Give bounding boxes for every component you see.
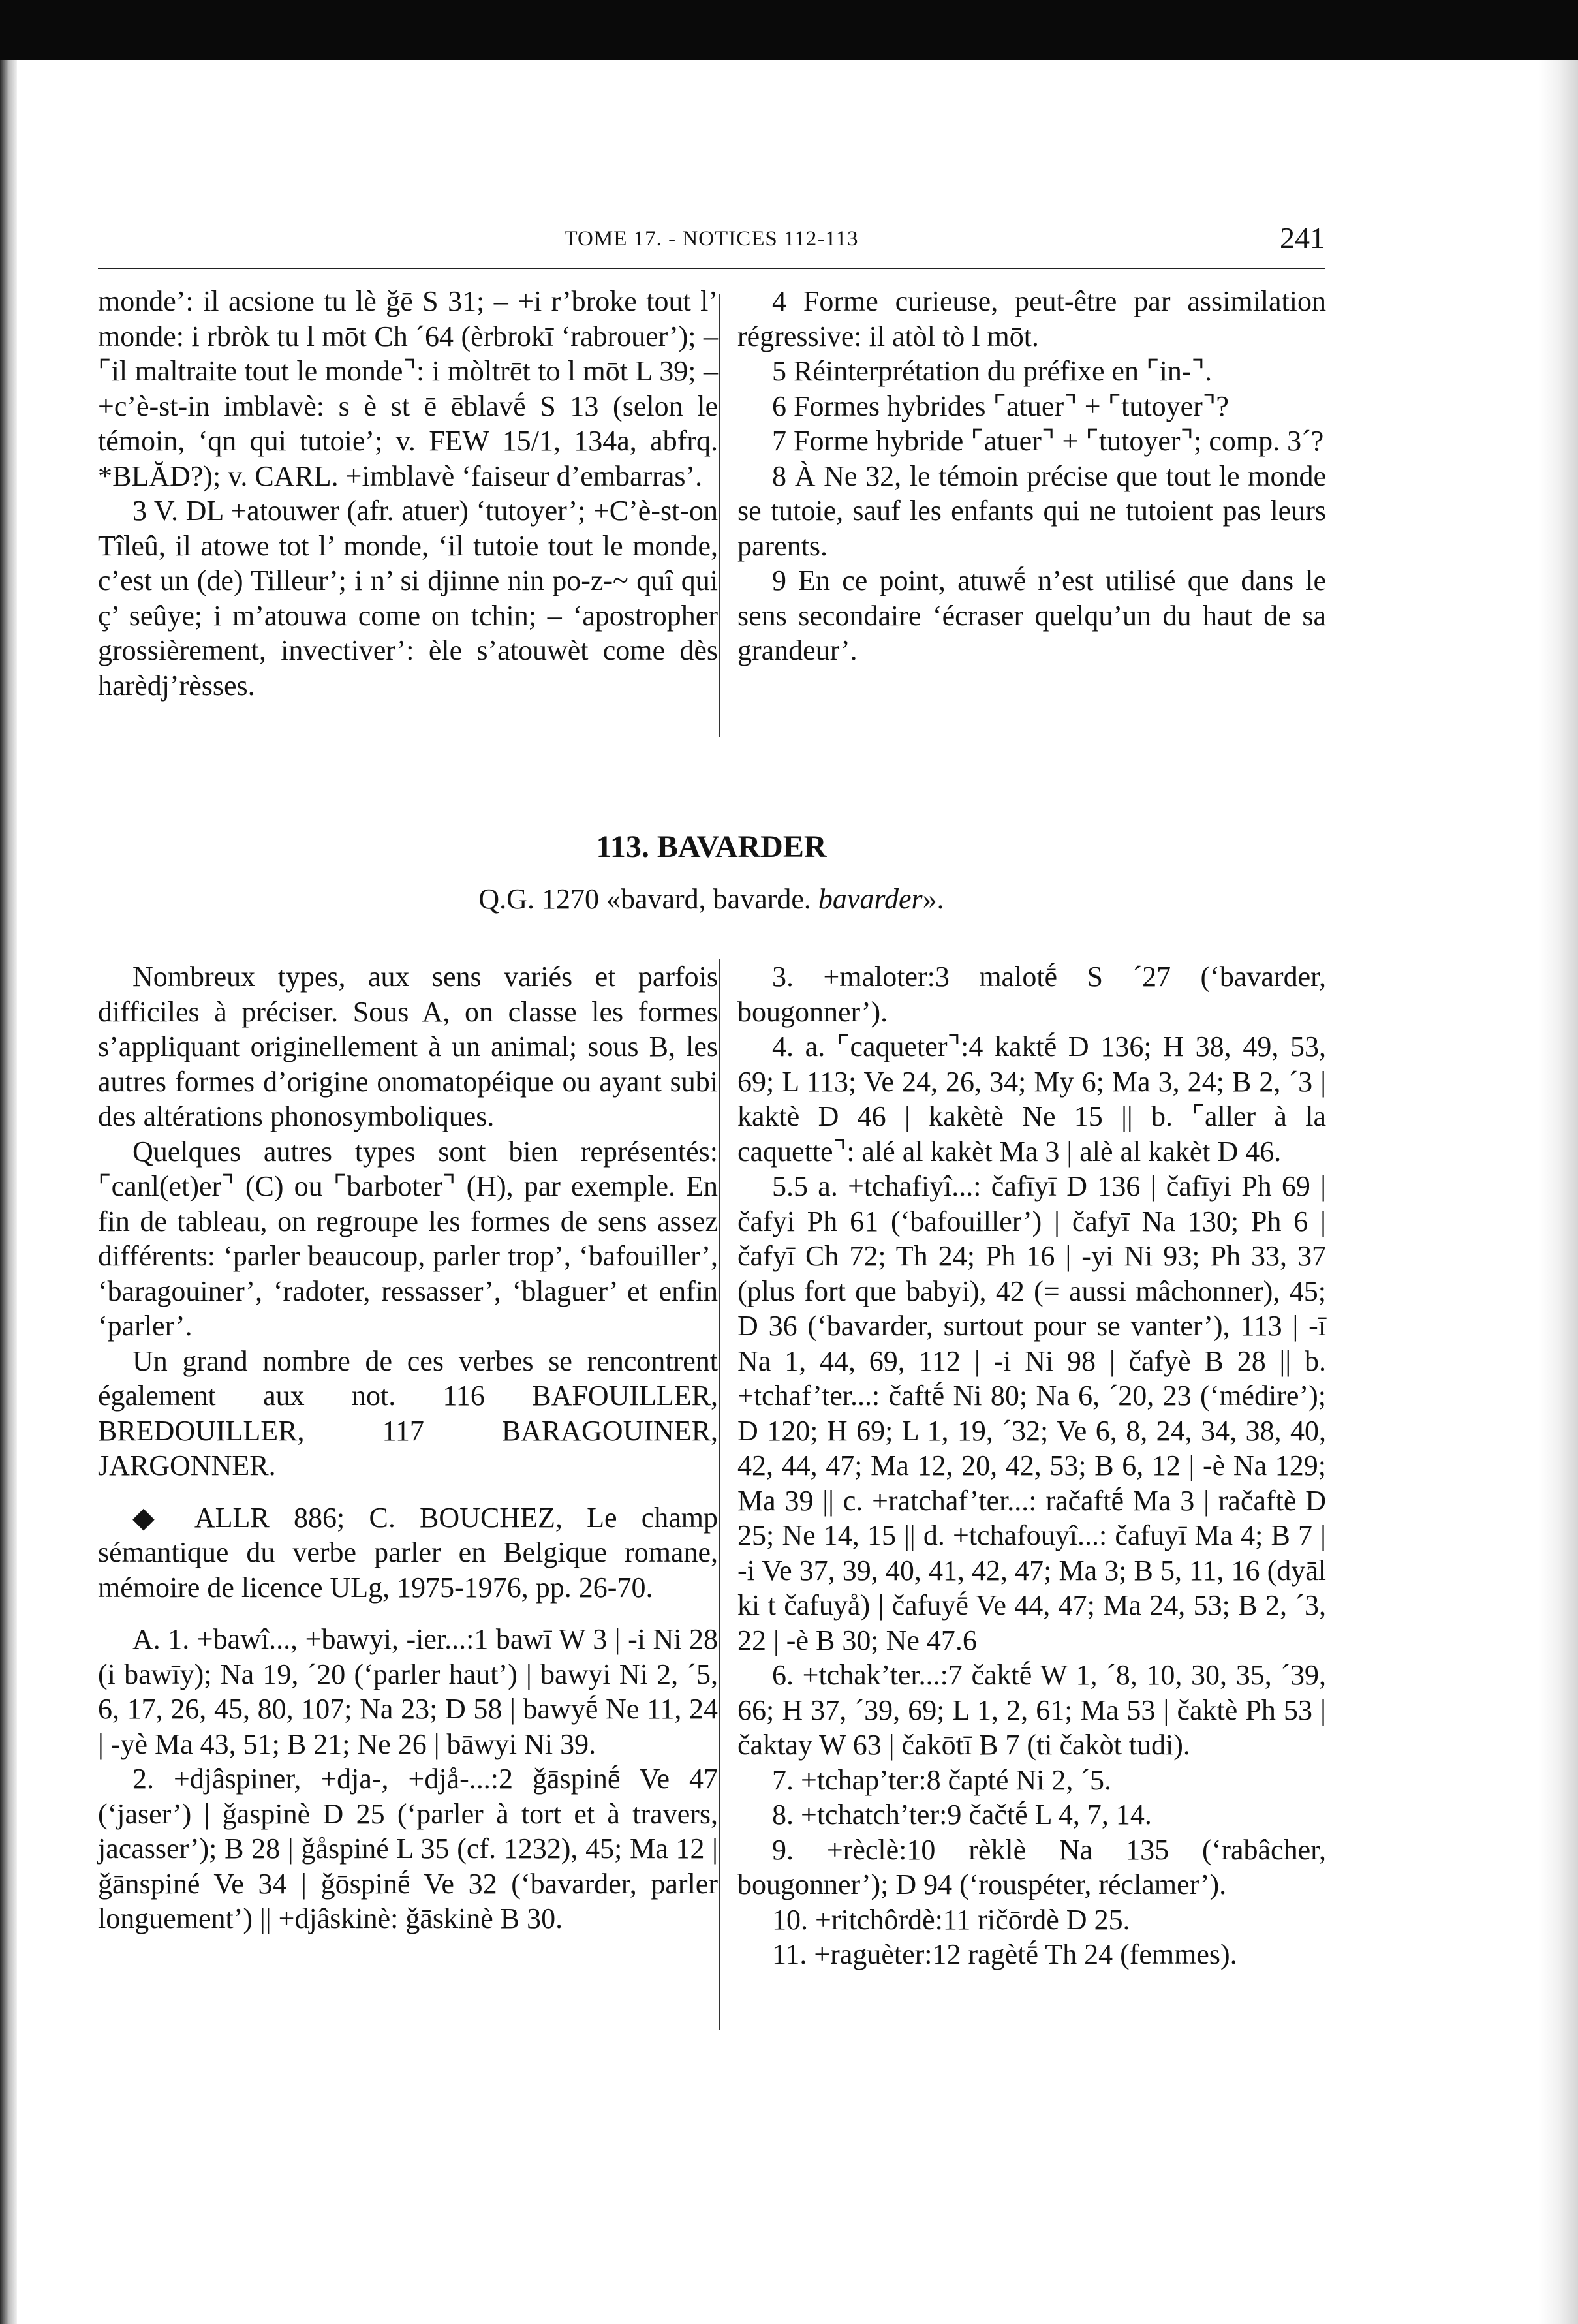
entry-3: 3. +maloter:3 malotḗ S ´27 (‘bavarder, bougonner’). bbox=[737, 961, 1326, 1028]
note-9: 9 En ce point, atuwḗ n’est utilisé que dans le sens secondaire ‘écraser quelqu’un du haut de sa grandeur’. bbox=[737, 565, 1326, 666]
header-rule bbox=[98, 268, 1325, 269]
top-notes-left bbox=[98, 284, 718, 703]
entry-9: 9. +rèclè:10 rèklè Na 135 (‘rabâcher, bougonner’); D 94 (‘rouspéter, réclamer’). bbox=[737, 1833, 1326, 1900]
entry-10: 10. +ritchôrdè:11 ričōrdè D 25. bbox=[772, 1903, 1130, 1936]
section-title: 113. BAVARDER bbox=[596, 829, 827, 864]
section-subtitle bbox=[98, 882, 1325, 916]
entry-a2: 2. +djâspiner, +dja-, +djå-...:2 ǧāspinḗ Ve 47 (‘jaser’) | ǧaspinè D 25 (‘parler à tort et à travers, jacasser’); B 28 | ǧåspiné L 35 (cf. 1232), 45; Ma 12 | ǧānspiné Ve 34 | ǧōspinḗ Ve 32 (‘bavarder, parler longuement’) || +djâskinè: ǧāskinè B 30. bbox=[98, 1763, 718, 1934]
column-divider-top bbox=[719, 294, 720, 737]
note-3: 3 V. DL +atouwer (afr. atuer) ‘tutoyer’; +C’è-st-on Tîleû, il atowe tot l’ monde, ‘il tutoie tout le monde, c’est un (de) Tilleur’; i n’ si djinne nin po-z-~ quî qui ç’ seûye; i m’atouwa come on tchin; – ‘apostropher grossièrement, invectiver’: èle s’atouwèt come dès harèdj’rèsses. bbox=[98, 495, 718, 702]
bibliography-paragraph: ◆ ALLR 886; C. BOUCHEZ, Le champ sémantique du verbe parler en Belgique romane, mémoire de licence ULg, 1975-1976, pp. 26-70. bbox=[98, 1501, 718, 1604]
entry-6: 6. +tchak’ter...:7 čaktḗ W 1, ´8, 10, 30, 35, ´39, 66; H 37, ´39, 69; L 1, 2, 61; Ma 53 | čaktè Ph 53 | čaktay W 63 | čakōtī B 7 (ti čakòt tudi). bbox=[737, 1659, 1326, 1761]
crossref-paragraph: Un grand nombre de ces verbes se rencontrent également aux not. 116 BAFOUILLER, BREDOUILLER, 117 BARAGOUINER, JARGONNER. bbox=[98, 1344, 718, 1481]
subtitle-prefix: Q.G. 1270 «bavard, bavarde. bbox=[478, 883, 818, 915]
top-notes-right bbox=[737, 284, 1326, 668]
page-number: 241 bbox=[1280, 221, 1325, 255]
note-4: 4 Forme curieuse, peut-être par assimilation régressive: il atòl tò l mōt. bbox=[737, 285, 1326, 352]
running-title: TOME 17. - NOTICES 112-113 bbox=[564, 227, 859, 251]
note-7: 7 Forme hybride ⌜atuer⌝ + ⌜tutoyer⌝; comp. 3´? bbox=[772, 425, 1324, 457]
entry-4: 4. a. ⌜caqueter⌝:4 kaktḗ D 136; H 38, 49, 53, 69; L 113; Ve 24, 26, 34; My 6; Ma 3, 24; B 2, ´3 | kaktè D 46 | kakètè Ne 15 || b. ⌜aller à la caquette⌝: alé al kakèt Ma 3 | alè al kakèt D 46. bbox=[737, 1030, 1326, 1168]
entry-a1: A. 1. +bawî..., +bawyi, -ier...:1 bawī W 3 | -i Ni 28 (i bawīy); Na 19, ´20 (‘parler haut’) | bawyi Ni 2, ´5, 6, 17, 26, 45, 80, 107; Na 23; D 58 | bawyḗ Ne 11, 24 | -yè Ma 43, 51; B 21; Ne 26 | bāwyi Ni 39. bbox=[98, 1623, 718, 1760]
intro-paragraph: Nombreux types, aux sens variés et parfois difficiles à préciser. Sous A, on classe les formes s’appliquant originellement à un animal; sous B, les autres formes d’origine onomatopéique ou ayant subi des altérations phonosymboliques. bbox=[98, 961, 718, 1132]
note-8: 8 À Ne 32, le témoin précise que tout le monde se tutoie, sauf les enfants qui ne tutoient pas leurs parents. bbox=[737, 459, 1326, 562]
entry-5: 5.5 a. +tchafiyî...: čafīyī D 136 | čafīyi Ph 69 | čafyi Ph 61 (‘bafouiller’) | čafyī Na 130; Ph 6 | čafyī Ch 72; Th 24; Ph 16 | -yi Ni 93; Ph 33, 37 (plus fort que babyi), 42 (= aussi mâchonner), 45; D 36 (‘bavarder, surtout pour se vanter’), 113 | -ī Na 1, 44, 69, 112 | -i Ni 98 | čafyè B 28 || b. +tchaf’ter...: čaftḗ Ni 80; Na 6, ´20, 23 (‘médire’); D 120; H 69; L 1, 19, ´32; Ve 6, 8, 24, 34, 38, 40, 42, 44, 47; Ma 12, 20, 42, 53; B 6, 12 | -è Na 129; Ma 39 || c. +ratchaf’ter...: račaftḗ Ma 3 | račaftè D 25; Ne 14, 15 || d. +tchafouyî...: čafuyī Ma 4; B 7 | -i Ve 37, 39, 40, 41, 42, 47; Ma 3; B 5, 11, 16 (dyāl ki t čafuyå) | čafuyḗ Ve 44, 47; Ma 24, 53; B 2, ´3, 22 | -è B 30; Ne 47.6 bbox=[737, 1170, 1326, 1656]
entry-7: 7. +tchap’ter:8 čapté Ni 2, ´5. bbox=[772, 1763, 1112, 1796]
entry-11: 11. +raguèter:12 ragètḗ Th 24 (femmes). bbox=[772, 1938, 1237, 1970]
types-paragraph: Quelques autres types sont bien représentés: ⌜canl(et)er⌝ (C) ou ⌜barboter⌝ (H), par exemple. En fin de tableau, on regroupe les formes de sens assez différents: ‘parler beaucoup, parler trop’, ‘bafouiller’, ‘baragouiner’, ‘radoter, ressasser’, ‘blaguer’ et enfin ‘parler’. bbox=[98, 1135, 718, 1342]
note-6: 6 Formes hybrides ⌜atuer⌝ + ⌜tutoyer⌝? bbox=[772, 390, 1229, 422]
main-column-right bbox=[737, 959, 1326, 1972]
column-divider-main bbox=[719, 959, 720, 2030]
main-column-left bbox=[98, 959, 718, 1936]
page-header bbox=[98, 221, 1325, 266]
note-continuation: monde’: il acsione tu lè ǧē S 31; – +i r’broke tout l’ monde: i rbròk tu l mōt Ch ´64 (èrbrokī ‘rabrouer’); – ⌜il maltraite tout le monde⌝: i mòltrēt to l mōt L 39; – +c’è-st-in imblavè: s è st ē ēblavḗ S 13 (selon le témoin, ‘qn qui tutoie’; v. FEW 15/1, 134a, abfrq. *BLĂD?); v. CARL. +imblavè ‘faiseur d’embarras’. bbox=[98, 285, 718, 492]
subtitle-italic: bavarder bbox=[818, 883, 923, 915]
note-5: 5 Réinterprétation du préfixe en ⌜in-⌝. bbox=[772, 355, 1213, 387]
subtitle-suffix: ». bbox=[922, 883, 944, 915]
entry-8: 8. +tchatch’ter:9 čačtḗ L 4, 7, 14. bbox=[772, 1799, 1152, 1831]
